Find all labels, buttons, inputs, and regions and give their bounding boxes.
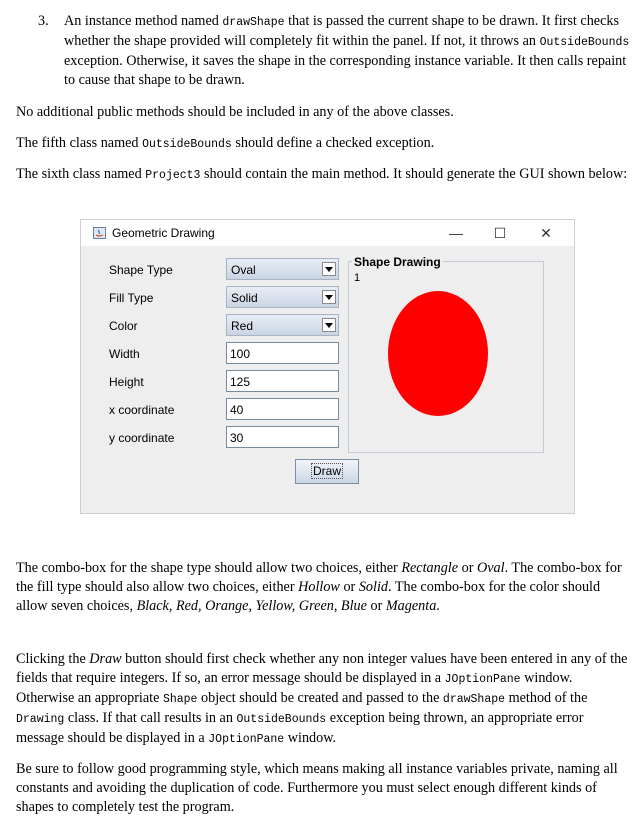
- window-title: Geometric Drawing: [112, 226, 215, 240]
- panel-title: Shape Drawing: [354, 255, 441, 269]
- label-color: Color: [109, 319, 138, 333]
- label-fill-type: Fill Type: [109, 291, 154, 305]
- list-item-3: [38, 12, 634, 90]
- color-value: Red: [231, 319, 254, 333]
- shape-count: 1: [354, 272, 361, 284]
- paragraph-no-additional-methods: No additional public methods should be included in any of the above classes.: [16, 104, 454, 120]
- fill-type-combo[interactable]: [226, 286, 339, 308]
- dropdown-arrow-icon[interactable]: [322, 262, 336, 276]
- x-coordinate-field[interactable]: 40: [226, 398, 339, 420]
- label-height: Height: [109, 375, 144, 389]
- shape-type-value: Oval: [231, 263, 256, 277]
- close-button[interactable]: ✕: [540, 225, 552, 241]
- maximize-button[interactable]: ☐: [493, 225, 507, 241]
- drawing-canvas: [348, 261, 544, 453]
- paragraph-programming-style: Be sure to follow good programming style, which means making all instance variables private, naming all constants and avoiding the duplication of code. Furthermore you must select enough different kinds of shapes to completely test the program.: [16, 761, 618, 815]
- shape-type-combo[interactable]: [226, 258, 339, 280]
- window-titlebar: [81, 220, 574, 246]
- dropdown-arrow-icon[interactable]: [322, 290, 336, 304]
- draw-button[interactable]: Draw: [295, 459, 359, 484]
- code-OutsideBounds: OutsideBounds: [539, 36, 630, 49]
- label-width: Width: [109, 347, 140, 361]
- dropdown-arrow-icon[interactable]: [322, 318, 336, 332]
- fill-type-value: Solid: [231, 291, 258, 305]
- paragraph-fifth-class: The fifth class named OutsideBounds should define a checked exception.: [16, 135, 435, 151]
- label-shape-type: Shape Type: [109, 263, 173, 277]
- code-drawShape: drawShape: [222, 16, 285, 29]
- paragraph-draw-button: Clicking the Draw button should first check whether any non integer values have been entered in any of the fields that require integers. If so, an error message should be displayed in a JOptionPane window. Otherwise an appropriate Shape object should be created and passed to the drawShape method of the Drawing class. If that call results in an OutsideBounds exception being thrown, an appropriate error message should be displayed in a JOptionPane window.: [16, 651, 628, 746]
- label-y-coordinate: y coordinate: [109, 431, 175, 445]
- label-x-coordinate: x coordinate: [109, 403, 175, 417]
- list-item-text: An instance method named drawShape that is passed the current shape to be drawn. It first checks whether the shape provided will completely fit within the panel. If not, it throws an OutsideBounds exception. Otherwise, it saves the shape in the corresponding instance variable. It then calls repaint to cause that shape to be drawn.: [64, 13, 630, 88]
- geometric-drawing-window: [80, 219, 575, 514]
- minimize-button[interactable]: —: [449, 225, 463, 241]
- width-field[interactable]: 100: [226, 342, 339, 364]
- y-coordinate-field[interactable]: 30: [226, 426, 339, 448]
- paragraph-combo-boxes: The combo-box for the shape type should allow two choices, either Rectangle or Oval. The combo-box for the fill type should also allow two choices, either Hollow or Solid. The combo-box for the color should allow seven choices, Black, Red, Orange, Yellow, Green, Blue or Magenta.: [16, 560, 622, 614]
- drawn-oval: [388, 291, 488, 416]
- java-app-icon: [93, 227, 106, 239]
- height-field[interactable]: 125: [226, 370, 339, 392]
- color-combo[interactable]: [226, 314, 339, 336]
- list-number: 3.: [38, 13, 49, 29]
- paragraph-sixth-class: The sixth class named Project3 should contain the main method. It should generate the GUI shown below:: [16, 166, 628, 182]
